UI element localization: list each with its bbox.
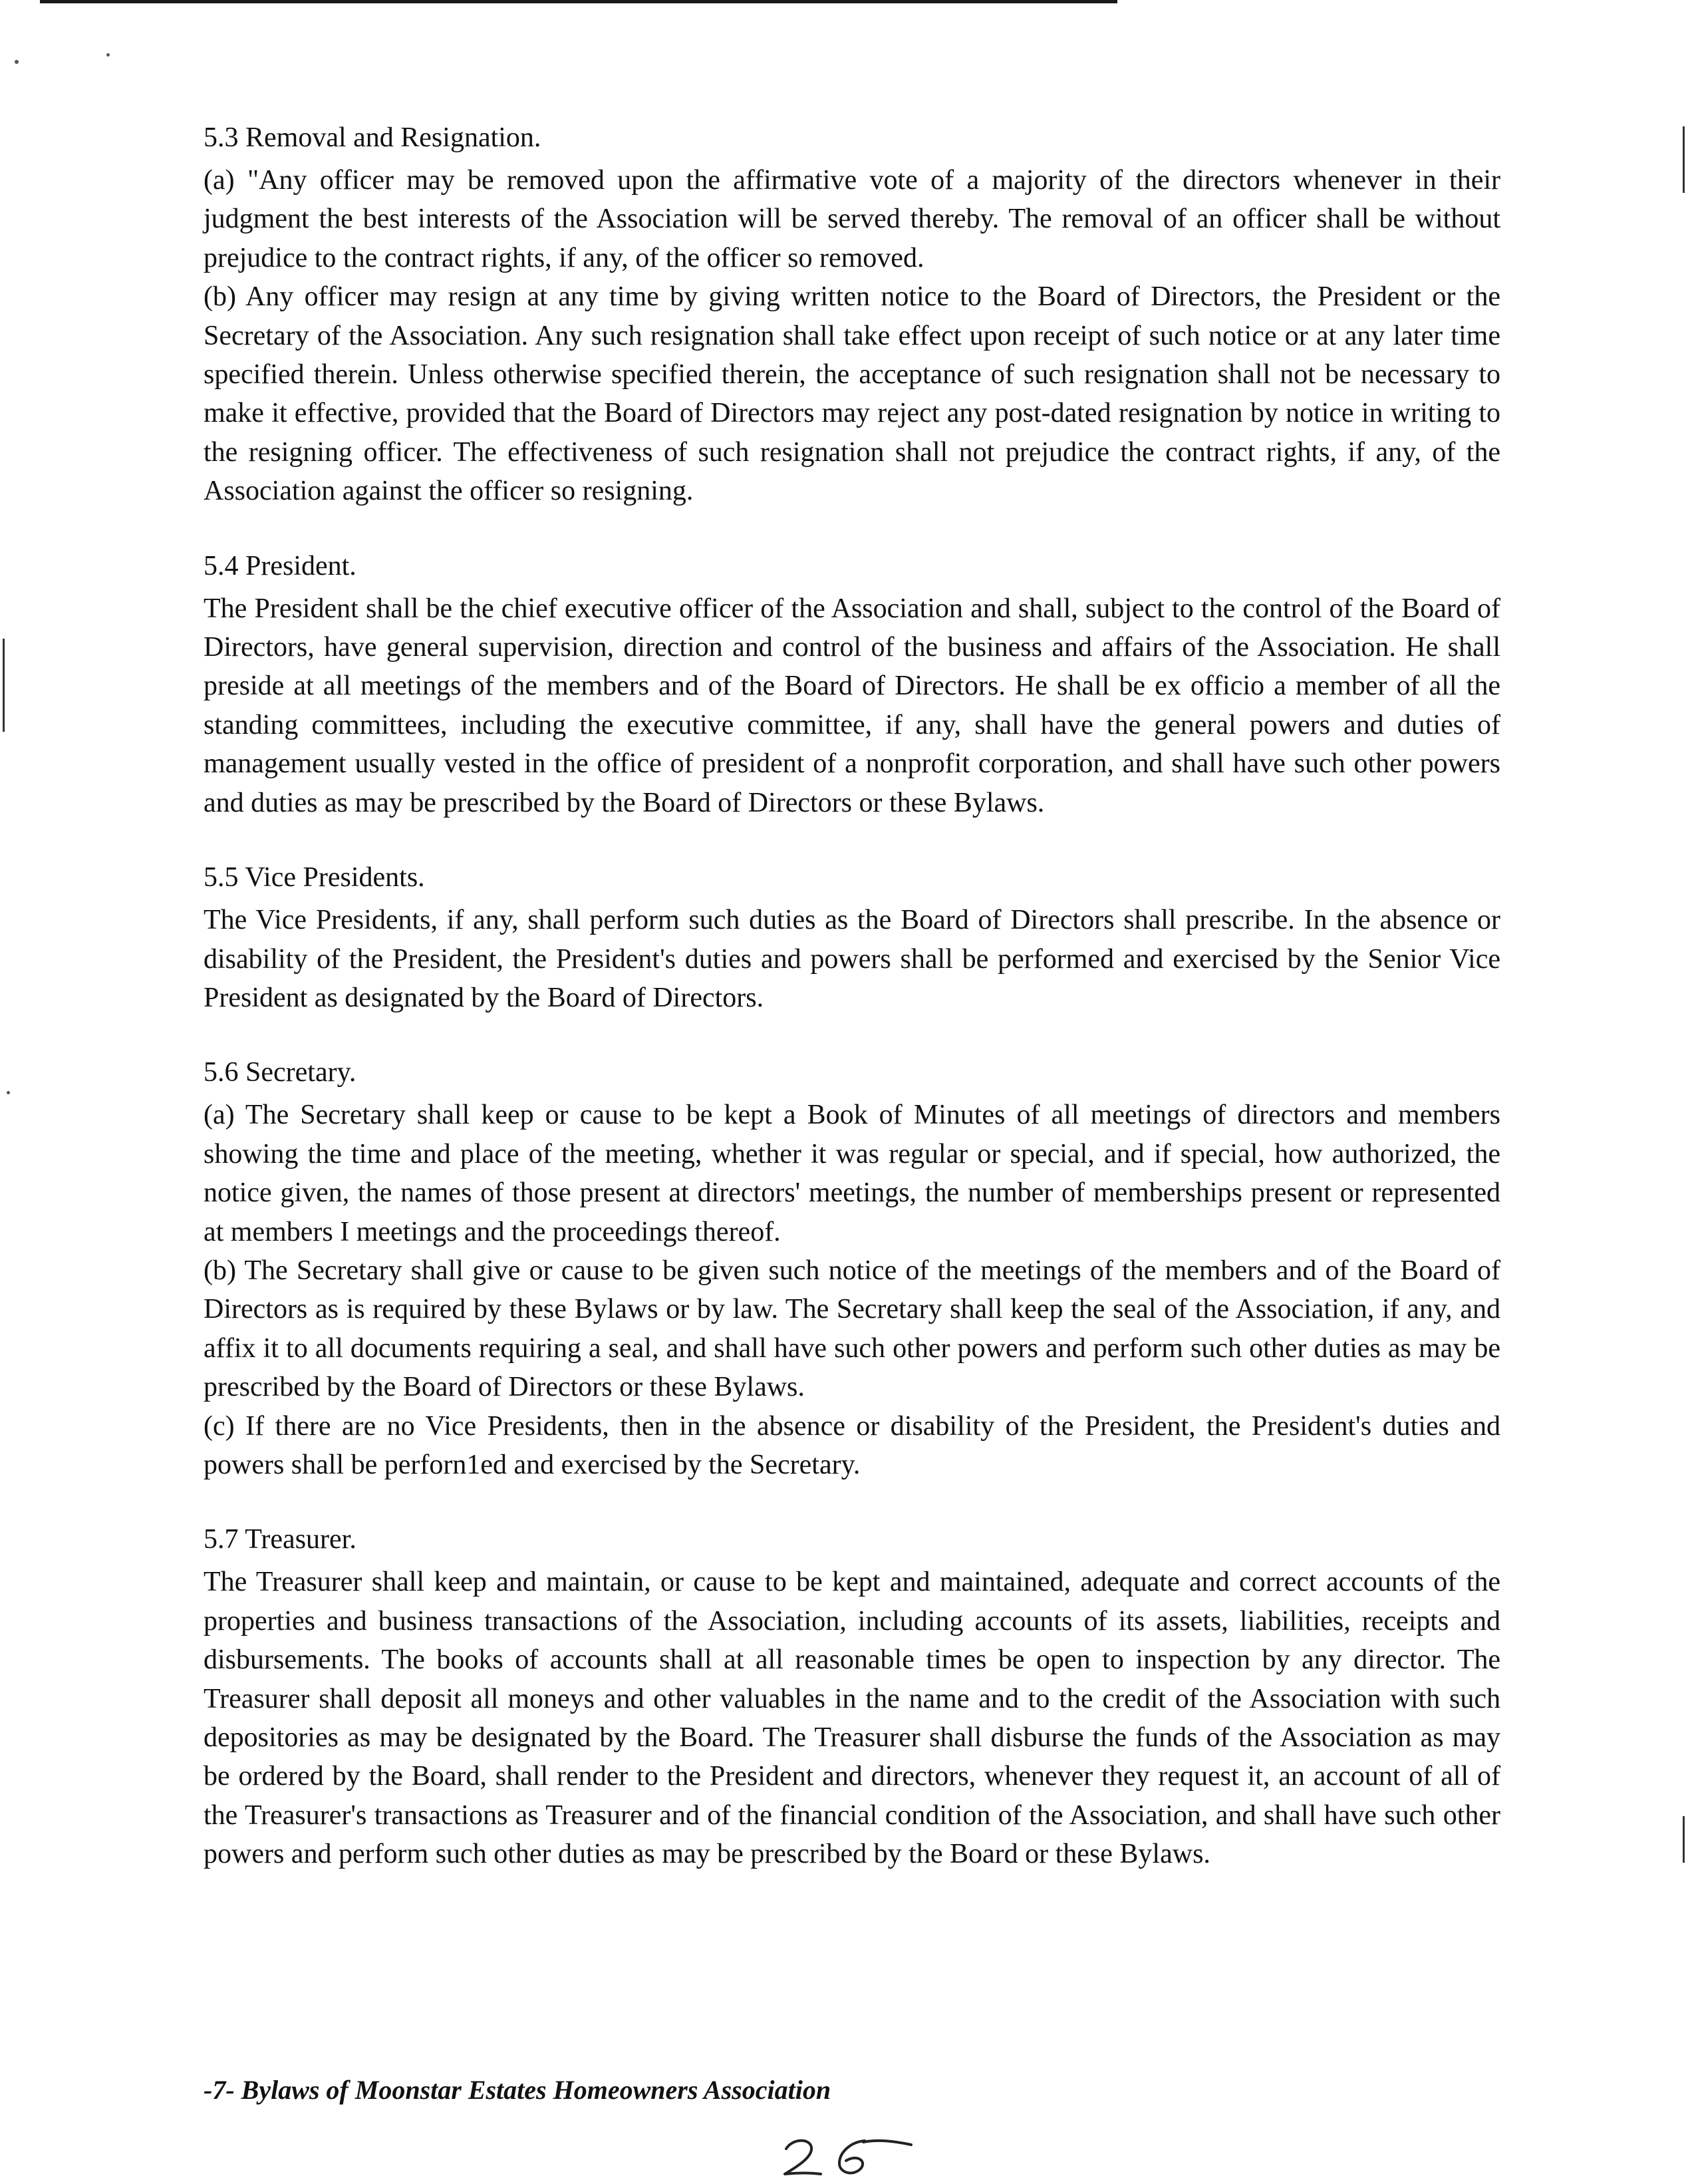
- section-heading: 5.3 Removal and Resignation.: [204, 122, 541, 153]
- section-5-5-vice-presidents: [204, 858, 1500, 1017]
- section-5-3-removal-and-resignation: [204, 118, 1500, 511]
- section-heading: 5.7 Treasurer.: [204, 1524, 356, 1555]
- section-5-7-treasurer: [204, 1520, 1500, 1873]
- document-body: [204, 118, 1500, 1910]
- section-5-6-secretary: [204, 1053, 1500, 1484]
- paragraph: The Treasurer shall keep and maintain, or cause to be kept and maintained, adequate and correct accounts of the properties and business transactions of the Association, including accounts of its assets, liabilities, receipts and disbursements. The books of accounts shall at all reasonable times be open to inspection by any director. The Treasurer shall deposit all moneys and other valuables in the name and to the credit of the Association with such depositories as may be designated by the Board. The Treasurer shall disburse the funds of the Association as may be ordered by the Board, shall render to the President and directors, whenever they request it, an account of all of the Treasurer's transactions as Treasurer and of the financial condition of the Association, and shall have such other powers and perform such other duties as may be prescribed by the Board or these Bylaws.: [204, 1567, 1500, 1870]
- scan-speck: [15, 60, 19, 64]
- paragraph: The Vice Presidents, if any, shall perform such duties as the Board of Directors shall prescribe. In the absence or disability of the President, the President's duties and powers shall be performed and exercised by the Senior Vice President as designated by the Board of Directors.: [204, 905, 1500, 1013]
- paragraph: (a) "Any officer may be removed upon the affirmative vote of a majority of the directors whenever in their judgment the best interests of the Association will be served thereby. The removal of an officer shall be without prejudice to the contract rights, if any, of the officer so removed.: [204, 165, 1500, 273]
- right-edge-mark-lower: [1683, 1816, 1685, 1863]
- top-scan-border: [40, 0, 1117, 3]
- section-heading: 5.4 President.: [204, 550, 356, 581]
- paragraph: (c) If there are no Vice Presidents, then in the absence or disability of the President, the President's duties and powers shall be perforn1ed and exercised by the Secretary.: [204, 1410, 1500, 1480]
- paragraph: The President shall be the chief executive officer of the Association and shall, subject to the control of the Board of Directors, have general supervision, direction and control of the business and affairs of the Association. He shall preside at all meetings of the members and of the Board of Directors. He shall be ex officio a member of all the standing committees, including the executive committee, if any, shall have the general powers and duties of management usually vested in the office of president of a nonprofit corporation, and shall have such other powers and duties as may be prescribed by the Board of Directors or these Bylaws.: [204, 593, 1500, 818]
- paragraph: (a) The Secretary shall keep or cause to be kept a Book of Minutes of all meetings of directors and members showing the time and place of the meeting, whether it was regular or special, and if special, how authorized, the notice given, the names of those present at directors' meetings, the number of memberships present or represented at members I meetings and the proceedings thereof.: [204, 1100, 1500, 1247]
- handwritten-page-number: [778, 2134, 931, 2181]
- page-footer: -7- Bylaws of Moonstar Estates Homeowners Association: [204, 2075, 831, 2105]
- section-heading: 5.6 Secretary.: [204, 1057, 356, 1088]
- left-edge-mark: [3, 639, 5, 732]
- right-edge-mark: [1683, 126, 1685, 193]
- section-5-4-president: [204, 547, 1500, 822]
- scan-speck: [106, 53, 110, 57]
- paragraph: (b) The Secretary shall give or cause to be given such notice of the meetings of the members and of the Board of Directors as is required by these Bylaws or by law. The Secretary shall keep the seal of the Association, if any, and affix it to all documents requiring a seal, and shall have such other powers and perform such other duties as may be prescribed by the Board of Directors or these Bylaws.: [204, 1255, 1500, 1403]
- scan-speck: [7, 1091, 10, 1094]
- section-heading: 5.5 Vice Presidents.: [204, 862, 425, 893]
- paragraph: (b) Any officer may resign at any time by giving written notice to the Board of Directors, the President or the Secretary of the Association. Any such resignation shall take effect upon receipt of such notice or at any later time specified therein. Unless otherwise specified therein, the acceptance of such resignation shall not be necessary to make it effective, provided that the Board of Directors may reject any post-dated resignation by notice in writing to the resigning officer. The effectiveness of such resignation shall not prejudice the contract rights, if any, of the Association against the officer so resigning.: [204, 281, 1500, 507]
